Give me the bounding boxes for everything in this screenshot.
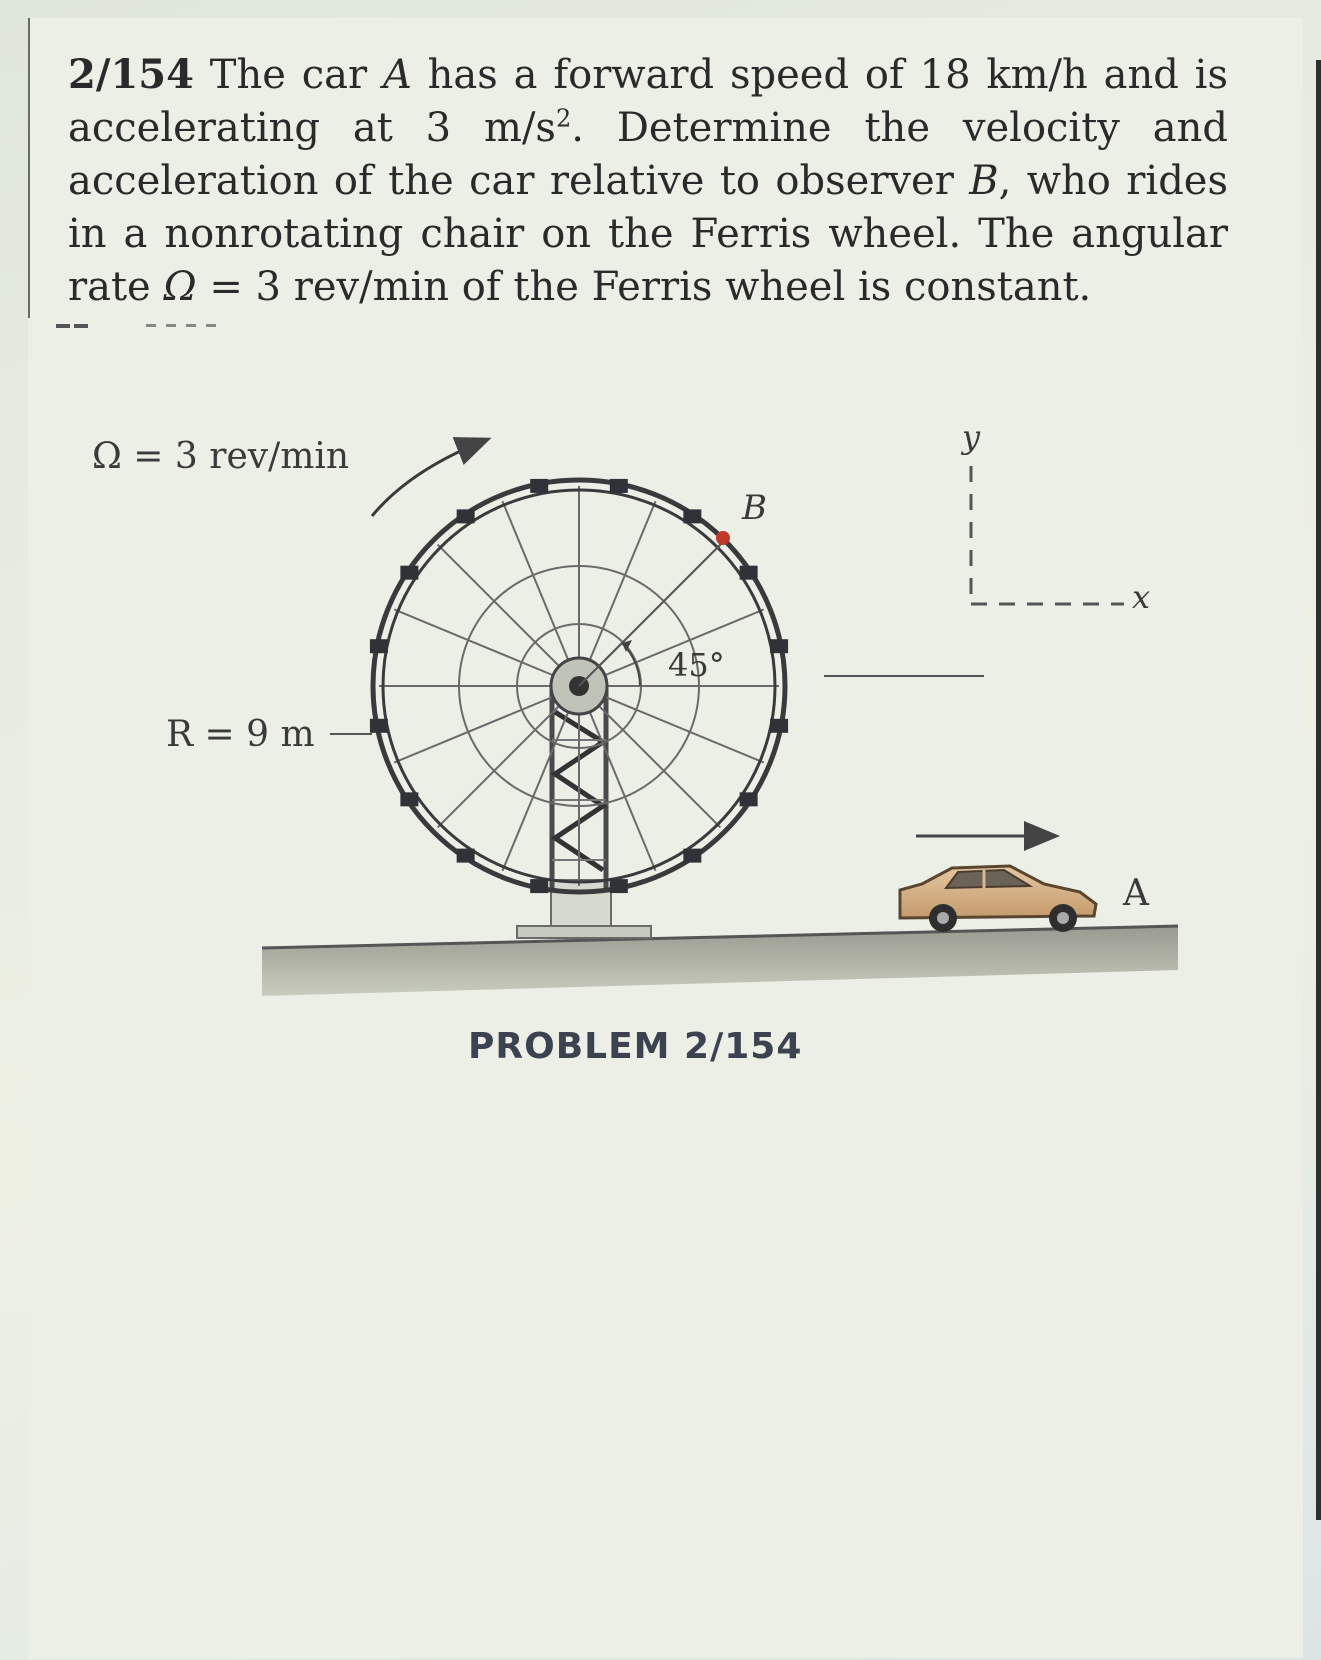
car-variable: A	[382, 52, 412, 98]
problem-number: 2/154	[68, 51, 194, 98]
gondola	[610, 479, 628, 493]
observer-variable: B	[969, 158, 999, 204]
omega-rotation-arrow	[372, 440, 486, 516]
gondola	[530, 879, 548, 893]
car-a	[900, 866, 1096, 932]
gondola	[530, 479, 548, 493]
gondola	[457, 849, 475, 863]
omega-symbol: Ω	[163, 264, 197, 310]
radius-label: R = 9 m	[166, 714, 315, 755]
wheel-spoke	[438, 545, 579, 686]
gondola	[740, 792, 758, 806]
figure-caption: PROBLEM 2/154	[468, 1026, 803, 1067]
point-b-marker	[716, 531, 730, 545]
gondola	[683, 849, 701, 863]
problem-text-1: The car	[193, 52, 383, 98]
gondola	[400, 566, 418, 580]
gondola	[400, 792, 418, 806]
gondola	[370, 719, 388, 733]
y-axis-label: y	[962, 418, 981, 456]
gondola	[770, 719, 788, 733]
gondola	[370, 639, 388, 653]
ground	[262, 926, 1178, 996]
problem-text-3: . Determine the velocity and acceleration of the car relative to observer	[68, 105, 1228, 204]
problem-text-4: , who rides in a nonrotating chair on the Ferris wheel. The angular rate	[68, 158, 1228, 310]
superscript-2: 2	[555, 104, 572, 133]
gondola	[457, 509, 475, 523]
gondola	[610, 879, 628, 893]
omega-label: Ω = 3 rev/min	[92, 436, 350, 477]
gondola	[740, 566, 758, 580]
xy-axes	[971, 466, 1124, 604]
gondola	[770, 639, 788, 653]
wheel-spoke	[438, 686, 579, 827]
angle-label: 45°	[668, 646, 725, 684]
point-b-label: B	[742, 488, 767, 528]
problem-text-2: has a forward speed of 18 km/h and is accelerating at 3 m/s	[68, 52, 1228, 151]
x-axis-label: x	[1132, 578, 1151, 616]
point-a-label: A	[1123, 873, 1149, 914]
problem-text-5: = 3 rev/min of the Ferris wheel is constant.	[196, 264, 1092, 310]
gondola	[683, 509, 701, 523]
